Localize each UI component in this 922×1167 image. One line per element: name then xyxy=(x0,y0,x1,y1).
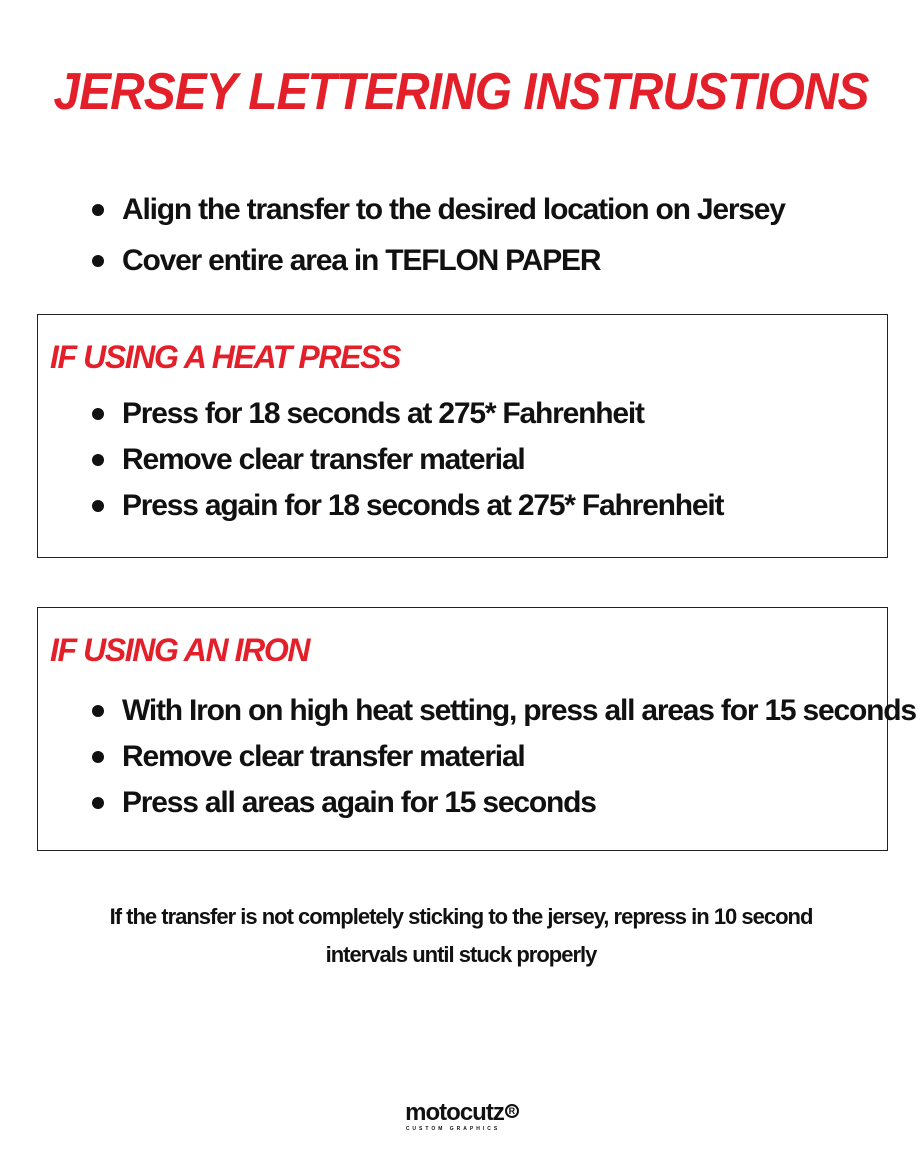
bullet-icon xyxy=(92,408,104,420)
list-item-text: Cover entire area in TEFLON PAPER xyxy=(122,244,601,277)
logo-wordmark xyxy=(386,1100,538,1126)
list-item xyxy=(92,391,723,437)
list-item-text: Align the transfer to the desired location on Jersey xyxy=(122,193,785,226)
iron-heading: IF USING AN IRON xyxy=(50,632,310,668)
list-item xyxy=(92,437,723,483)
list-item xyxy=(92,184,785,235)
list-item-text: Remove clear transfer material xyxy=(122,443,525,476)
bullet-icon xyxy=(92,705,104,717)
list-item-text: Press all areas again for 15 seconds xyxy=(122,786,596,819)
list-item-text: With Iron on high heat setting, press all areas for 15 seconds xyxy=(122,694,916,727)
list-item xyxy=(92,734,916,780)
bullet-icon xyxy=(92,751,104,763)
repress-note xyxy=(60,898,862,974)
list-item-text: Press for 18 seconds at 275* Fahrenheit xyxy=(122,397,644,430)
list-item xyxy=(92,688,916,734)
bullet-icon xyxy=(92,797,104,809)
list-item xyxy=(92,235,785,286)
list-item-text: Press again for 18 seconds at 275* Fahrenheit xyxy=(122,489,724,522)
logo-wordmark-text: motocutz xyxy=(405,1099,504,1126)
bullet-icon xyxy=(92,204,104,216)
repress-note-line: intervals until stuck properly xyxy=(325,942,597,967)
intro-list xyxy=(92,184,785,286)
registered-mark-icon: R xyxy=(505,1104,519,1118)
list-item xyxy=(92,483,723,529)
heat-press-section xyxy=(37,314,888,558)
list-item-text: Remove clear transfer material xyxy=(122,740,525,773)
heat-press-heading: IF USING A HEAT PRESS xyxy=(50,339,400,375)
iron-list xyxy=(92,688,916,826)
page-title: JERSEY LETTERING INSTRUSTIONS xyxy=(53,63,869,121)
heat-press-list xyxy=(92,391,723,529)
motocutz-logo xyxy=(386,1100,538,1140)
list-item xyxy=(92,780,916,826)
bullet-icon xyxy=(92,454,104,466)
repress-note-line: If the transfer is not completely sticking to the jersey, repress in 10 second xyxy=(109,904,813,929)
bullet-icon xyxy=(92,255,104,267)
iron-section xyxy=(37,607,916,851)
bullet-icon xyxy=(92,500,104,512)
logo-tagline: CUSTOM GRAPHICS xyxy=(405,1126,501,1132)
